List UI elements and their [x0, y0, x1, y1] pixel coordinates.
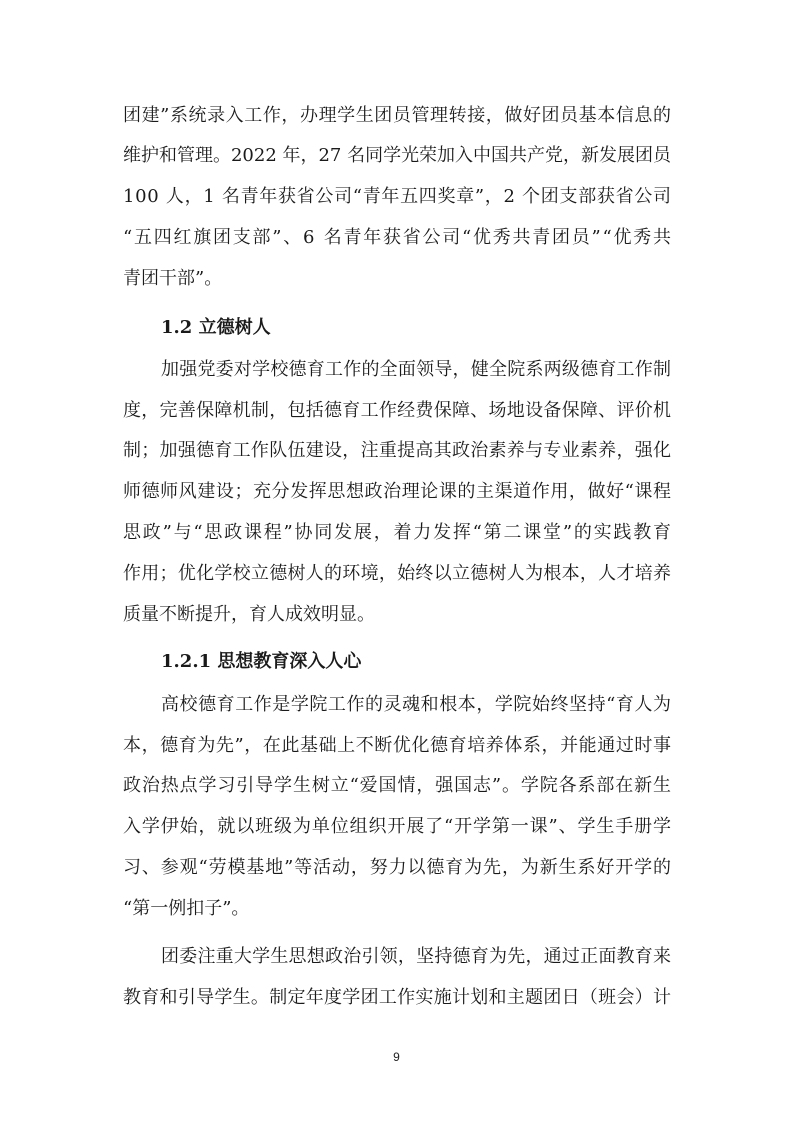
text-line: “五四红旗团支部”、6 名青年获省公司“优秀共青团员”“优秀共	[123, 227, 673, 248]
text-line: 本，德育为先”，在此基础上不断优化德育培养体系，并能通过时事	[123, 735, 672, 756]
paragraph-line	[0, 894, 793, 924]
paragraph-line	[0, 182, 793, 212]
text-line: 入学伊始，就以班级为单位组织开展了“开学第一课”、学生手册学	[123, 816, 672, 837]
text-line: 制；加强德育工作队伍建设，注重提高其政治素养与专业素养，强化	[123, 440, 672, 461]
text-line: 团建”系统录入工作，办理学生团员管理转接，做好团员基本信息的	[123, 105, 672, 126]
text-line: 团委注重大学生思想政治引领，坚持德育为先，通过正面教育来	[161, 946, 672, 967]
paragraph-line	[0, 264, 793, 294]
paragraph-line	[0, 396, 793, 426]
paragraph-line	[0, 690, 793, 720]
text-line: 作用；优化学校立德树人的环境，始终以立德树人为根本，人才培养	[123, 563, 672, 584]
section-heading	[0, 313, 793, 343]
paragraph-line	[0, 477, 793, 507]
text-line: 思政”与“思政课程”协同发展，着力发挥“第二课堂”的实践教育	[123, 522, 673, 543]
paragraph-line	[0, 436, 793, 466]
text-line: 质量不断提升，育人成效明显。	[123, 604, 375, 625]
text-line: 教育和引导学生。制定年度学团工作实施计划和主题团日（班会）计	[123, 987, 672, 1008]
text-line: 维护和管理。2022 年，27 名同学光荣加入中国共产党，新发展团员	[123, 145, 671, 166]
paragraph-line	[0, 600, 793, 630]
paragraph-line	[0, 355, 793, 385]
paragraph-line	[0, 983, 793, 1013]
paragraph-line	[0, 518, 793, 548]
paragraph-line	[0, 101, 793, 131]
text-line: 高校德育工作是学院工作的灵魂和根本，学院始终坚持“育人为	[161, 694, 672, 715]
subsection-heading	[0, 647, 793, 677]
text-line: 习、参观“劳模基地”等活动，努力以德育为先，为新生系好开学的	[123, 857, 672, 878]
section-heading-text: 1.2 立德树人	[161, 317, 271, 338]
paragraph-line	[0, 731, 793, 761]
page-number: 9	[393, 1050, 400, 1064]
paragraph-line	[0, 223, 793, 253]
text-line: 100 人，1 名青年获省公司“青年五四奖章”，2 个团支部获省公司	[123, 186, 672, 207]
text-line: 加强党委对学校德育工作的全面领导，健全院系两级德育工作制	[161, 359, 672, 380]
text-line: 度，完善保障机制，包括德育工作经费保障、场地设备保障、评价机	[123, 400, 672, 421]
paragraph-line	[0, 141, 793, 171]
paragraph-line	[0, 853, 793, 883]
paragraph-line	[0, 812, 793, 842]
text-line: 师德师风建设；充分发挥思想政治理论课的主渠道作用，做好“课程	[123, 481, 672, 502]
paragraph-line	[0, 942, 793, 972]
text-line: “第一例扣子”。	[123, 898, 250, 919]
subsection-heading-text: 1.2.1 思想教育深入人心	[161, 651, 362, 672]
text-line: 青团干部”。	[123, 268, 223, 289]
text-line: 政治热点学习引导学生树立“爱国情，强国志”。学院各系部在新生	[123, 775, 672, 796]
paragraph-line	[0, 771, 793, 801]
paragraph-line	[0, 559, 793, 589]
